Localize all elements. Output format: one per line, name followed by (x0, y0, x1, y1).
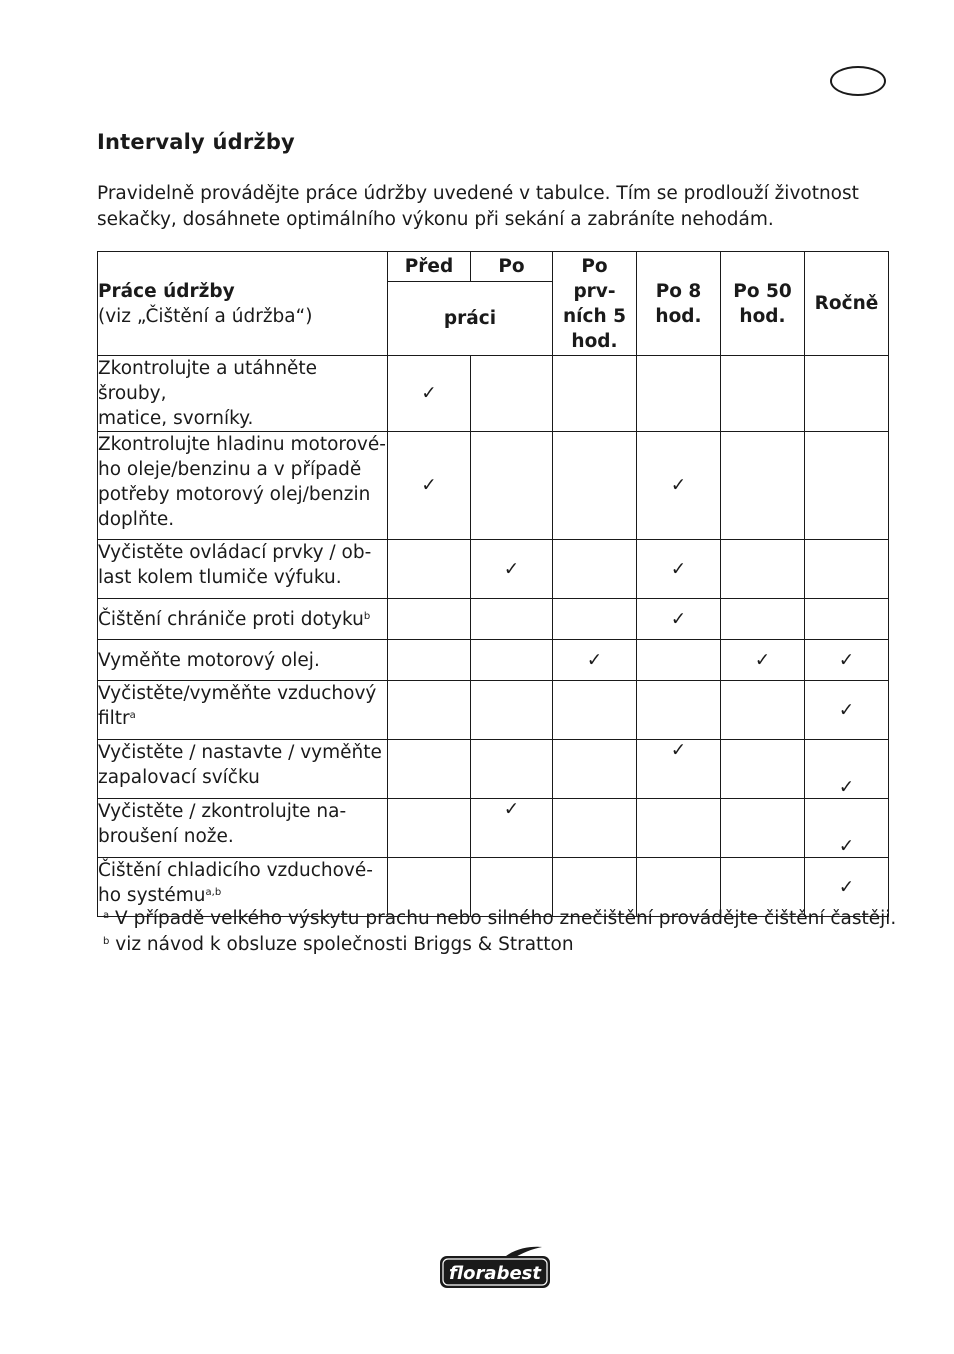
table-row (98, 540, 889, 599)
florabest-logo (438, 1244, 552, 1290)
table-row (98, 799, 889, 858)
footnote-b: $^b$ viz návod k obsluze společnosti Briggs & Stratton (103, 934, 574, 955)
footnote-a: $^a$ V případě velkého výskytu prachu nebo silného znečištění provádějte čištění častěji. (103, 908, 897, 929)
header-rocne: Ročně (805, 252, 889, 356)
check-mark: ✓ (637, 540, 721, 599)
check-mark: ✓ (637, 599, 721, 640)
check-mark: ✓ (805, 681, 889, 740)
task-cell: Zkontrolujte hladinu motorové- ho oleje/benzinu a v případě potřeby motorový olej/benzin doplňte. (98, 432, 388, 540)
check-mark: ✓ (471, 799, 553, 858)
task-cell: Zkontrolujte a utáhněte šrouby, matice, svorníky. (98, 356, 388, 432)
footnotes (103, 906, 896, 958)
task-cell: Vyčistěte / zkontrolujte na- broušení nože. (98, 799, 388, 858)
task-cell: Vyčistěte / nastavte / vyměňte zapalovací svíčku (98, 740, 388, 799)
check-mark: ✓ (805, 740, 889, 799)
task-cell: Vyměňte motorový olej. (98, 640, 388, 681)
task-cell: Vyčistěte ovládací prvky / ob- last kolem tlumiče výfuku. (98, 540, 388, 599)
header-praci: práci (388, 282, 553, 356)
check-mark: ✓ (388, 356, 471, 432)
table-row (98, 640, 889, 681)
maintenance-table (97, 251, 889, 917)
check-mark: ✓ (721, 640, 805, 681)
header-po-prvnich-5: Po prv- ních 5 hod. (553, 252, 637, 356)
task-cell: Vyčistěte/vyměňte vzduchový filtr$^a$ (98, 681, 388, 740)
table-row (98, 599, 889, 640)
check-mark: ✓ (388, 432, 471, 540)
table-row (98, 356, 889, 432)
header-task-column: Práce údržby (viz „Čištění a údržba“) (98, 252, 388, 356)
table-row (98, 740, 889, 799)
check-mark: ✓ (637, 432, 721, 540)
check-mark: ✓ (805, 858, 889, 917)
language-badge (830, 66, 886, 96)
check-mark: ✓ (637, 740, 721, 799)
header-po-50: Po 50 hod. (721, 252, 805, 356)
header-po: Po (471, 252, 553, 282)
table-row (98, 681, 889, 740)
intro-paragraph: Pravidelně provádějte práce údržby uvedené v tabulce. Tím se prodlouží životnost sekačky, dosáhnete optimálního výkonu při sekání a zabráníte nehodám. (97, 183, 859, 230)
task-cell: Čištění chladicího vzduchové- ho systému$^{a,b}$ (98, 858, 388, 917)
check-mark: ✓ (553, 640, 637, 681)
section-title: Intervaly údržby (97, 130, 295, 154)
check-mark: ✓ (805, 799, 889, 858)
header-po-8: Po 8 hod. (637, 252, 721, 356)
check-mark: ✓ (805, 640, 889, 681)
header-pred: Před (388, 252, 471, 282)
logo-text: florabest (449, 1263, 541, 1284)
task-cell: Čištění chrániče proti dotyku$^b$ (98, 599, 388, 640)
table-row (98, 432, 889, 540)
check-mark: ✓ (471, 540, 553, 599)
